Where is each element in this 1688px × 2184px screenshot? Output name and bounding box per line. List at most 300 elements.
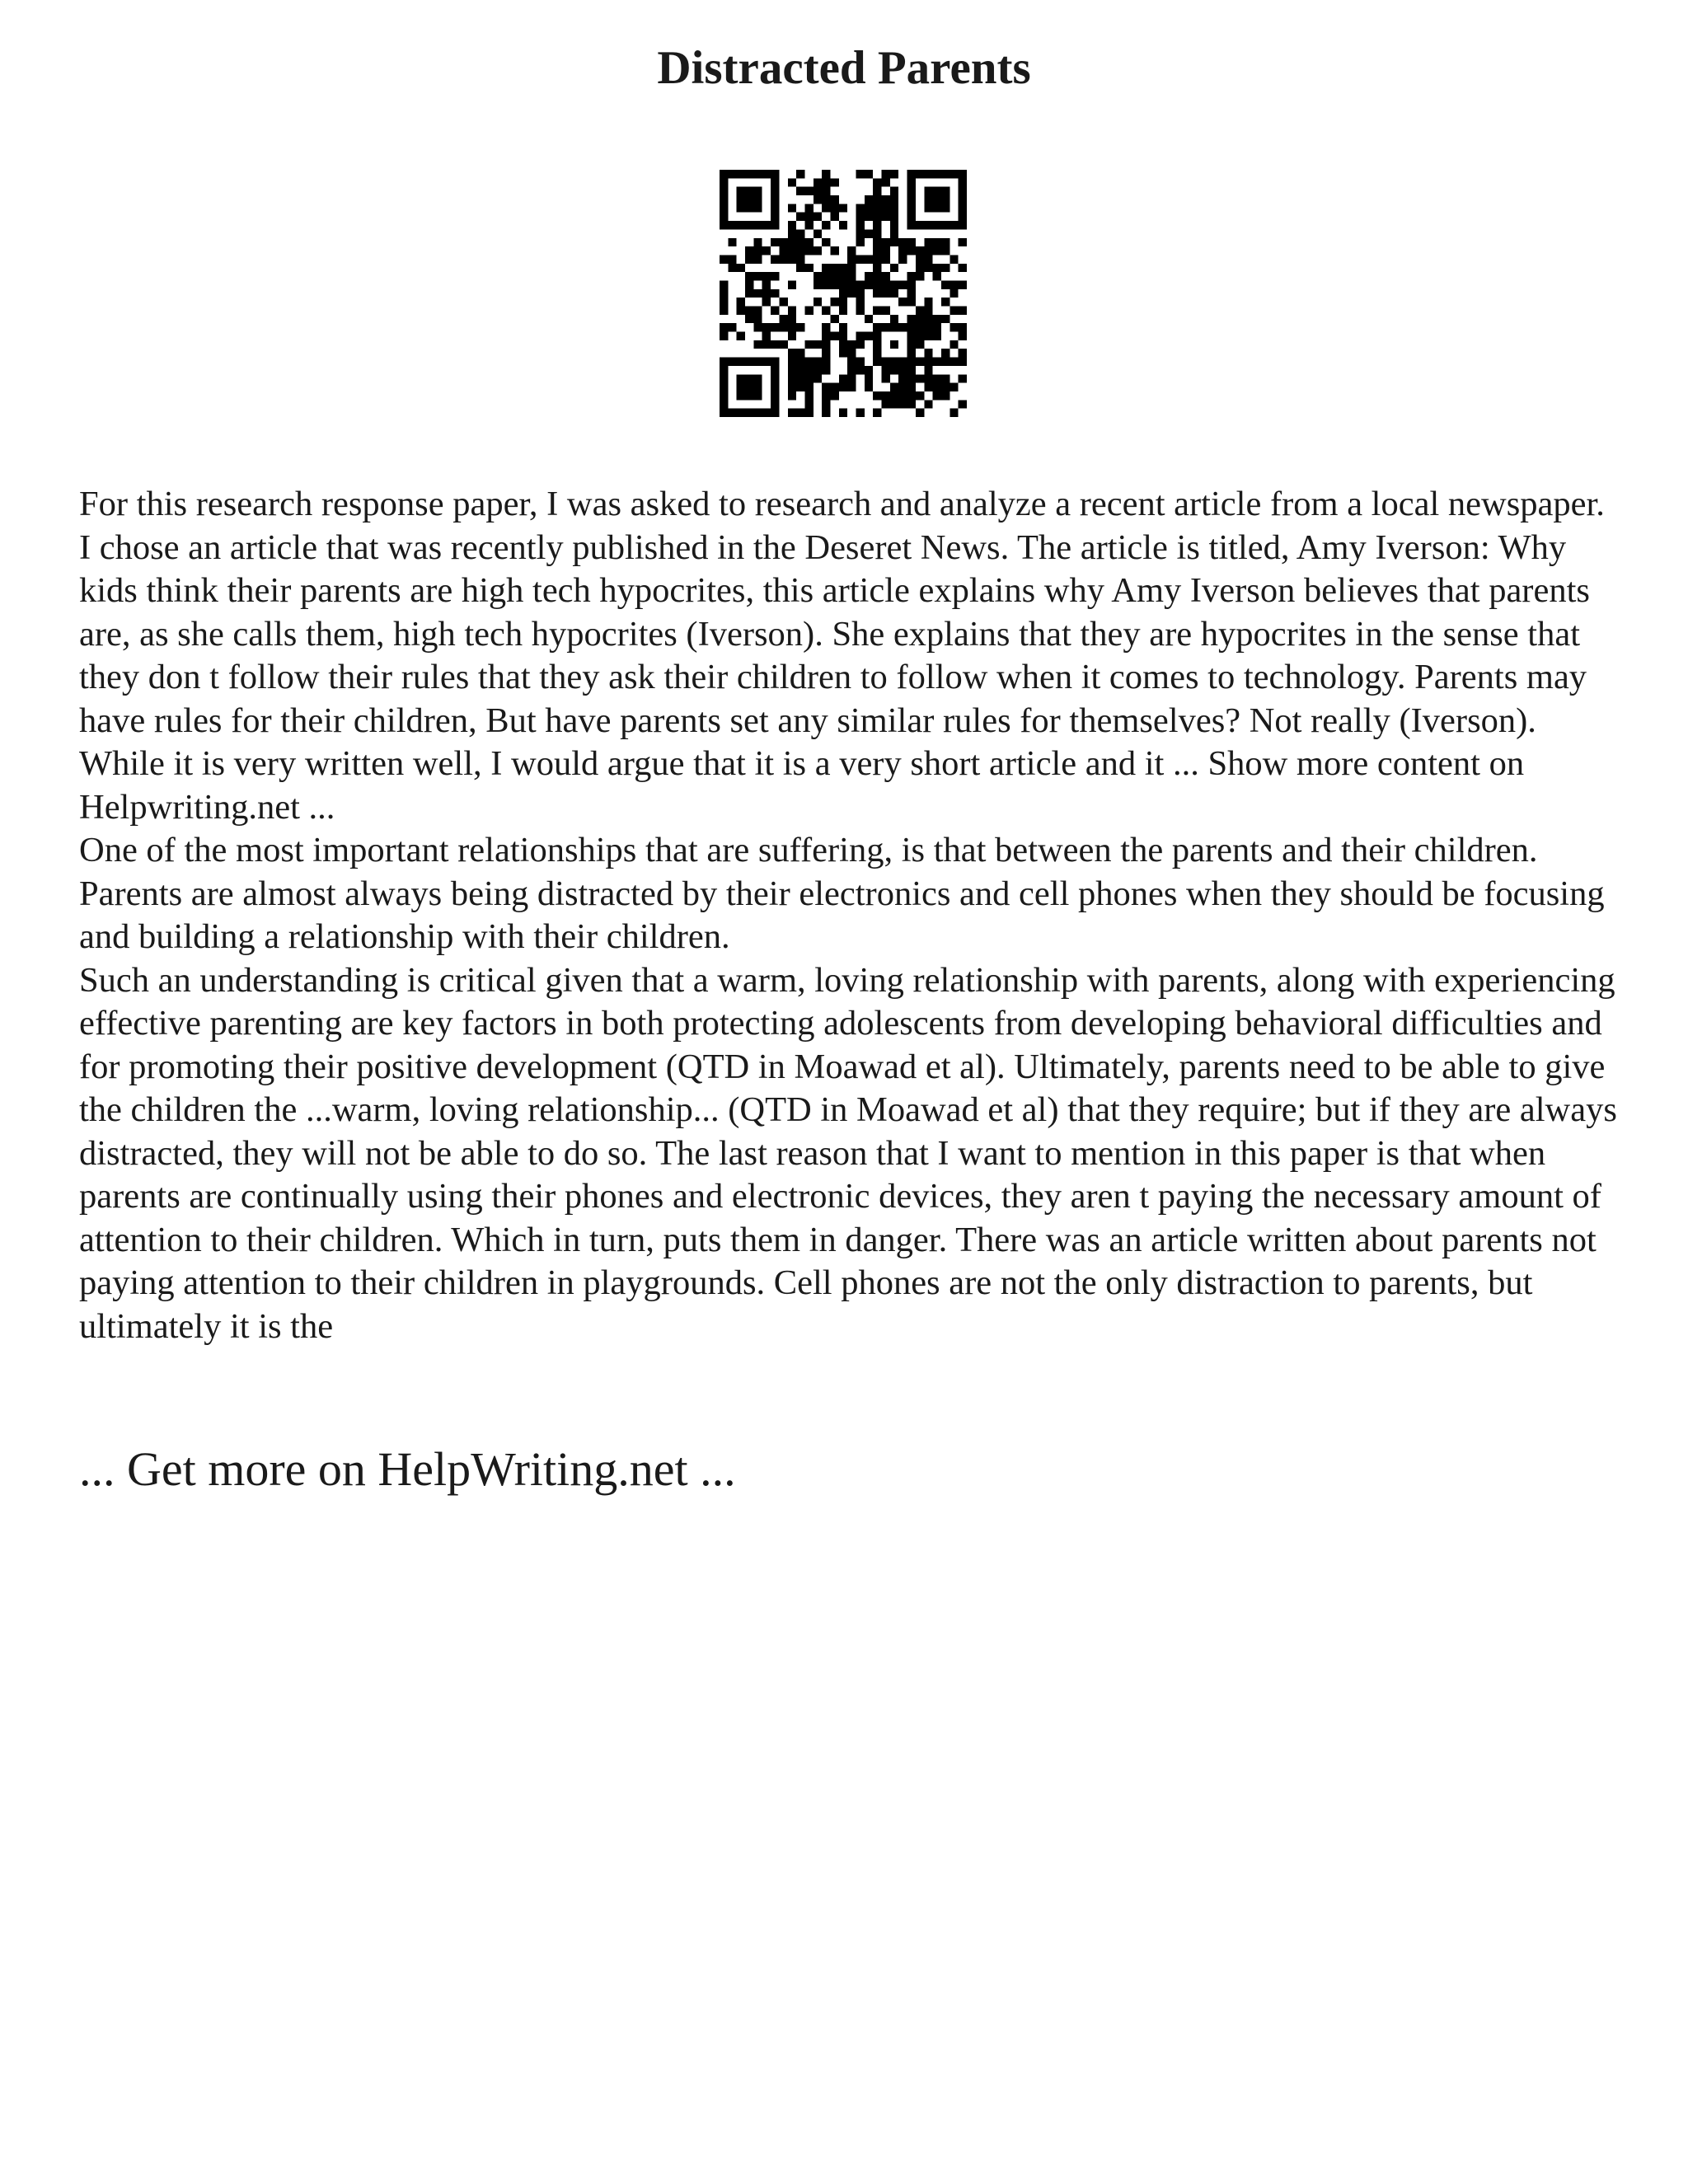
qr-module (839, 204, 847, 212)
qr-module (814, 366, 822, 374)
qr-module (822, 366, 830, 374)
qr-module (771, 221, 779, 229)
qr-module (830, 264, 838, 272)
qr-module (924, 238, 932, 246)
qr-module (788, 178, 796, 186)
qr-module (856, 366, 865, 374)
qr-module (907, 332, 916, 340)
qr-module (753, 221, 762, 229)
qr-module (822, 170, 830, 178)
qr-module (814, 229, 822, 237)
qr-module (822, 409, 830, 417)
qr-module (873, 221, 881, 229)
qr-module (788, 315, 796, 323)
qr-module (847, 289, 856, 298)
qr-module (745, 187, 753, 195)
qr-module (898, 255, 907, 263)
qr-module (865, 332, 873, 340)
qr-module (924, 246, 932, 255)
qr-module (882, 358, 890, 366)
qr-module (804, 187, 813, 195)
qr-module (882, 280, 890, 288)
qr-module (898, 358, 907, 366)
qr-module (873, 307, 881, 315)
qr-module (856, 332, 865, 340)
paragraph: Such an understanding is critical given that a warm, loving relationship with parents, along with experiencing effective parenting are key factors in both protecting adolescents from developing behavioral difficulties and for promoting their positive development (QTD in Moawad et al). Ultimately, parents need to be able to give the children the ...warm, loving relationship... (QTD in Moawad et al) that they require; but if they are always distracted, they will not be able to do so. The last reason that I want to mention in this paper is that when parents are continually using their phones and electronic devices, they aren t paying the necessary amount of attention to their children. Which in turn, puts them in danger. There was an article written about parents not paying attention to their children in playgrounds. Cell phones are not the only distraction to parents, but ultimately it is the (79, 960, 1617, 1346)
qr-module (873, 246, 881, 255)
qr-module (745, 280, 753, 288)
qr-module (839, 221, 847, 229)
qr-module (737, 391, 745, 400)
qr-module (771, 358, 779, 366)
qr-module (737, 195, 745, 204)
qr-module (882, 272, 890, 280)
qr-module (933, 187, 941, 195)
qr-module (847, 340, 856, 349)
qr-module (890, 195, 898, 204)
qr-module (822, 272, 830, 280)
qr-module (788, 349, 796, 357)
qr-module (959, 213, 967, 221)
qr-module (907, 315, 916, 323)
qr-module (745, 315, 753, 323)
qr-module (788, 246, 796, 255)
qr-module (882, 391, 890, 400)
qr-module (959, 264, 967, 272)
qr-module (933, 391, 941, 400)
qr-module (728, 323, 736, 331)
qr-module (762, 409, 771, 417)
qr-module (745, 409, 753, 417)
qr-module (839, 340, 847, 349)
qr-module (720, 366, 728, 374)
qr-module (822, 400, 830, 408)
qr-module (933, 332, 941, 340)
qr-module (737, 204, 745, 212)
qr-module (788, 366, 796, 374)
qr-module (839, 374, 847, 382)
qr-module (788, 391, 796, 400)
qr-module (771, 366, 779, 374)
qr-module (771, 272, 779, 280)
qr-module (745, 170, 753, 178)
qr-module (924, 195, 932, 204)
qr-module (924, 332, 932, 340)
qr-module (796, 383, 804, 391)
qr-module (796, 323, 804, 331)
qr-module (882, 178, 890, 186)
qr-module (771, 170, 779, 178)
qr-module (762, 358, 771, 366)
qr-module (907, 195, 916, 204)
qr-module (745, 391, 753, 400)
qr-module (950, 280, 958, 288)
qr-module (745, 289, 753, 298)
qr-module (839, 289, 847, 298)
qr-module (924, 323, 932, 331)
qr-module (753, 307, 762, 315)
qr-module (762, 272, 771, 280)
qr-module (933, 374, 941, 382)
qr-module (796, 187, 804, 195)
qr-module (745, 374, 753, 382)
qr-module (916, 221, 924, 229)
qr-module (830, 383, 838, 391)
qr-module (720, 332, 728, 340)
qr-module (822, 307, 830, 315)
qr-module (804, 221, 813, 229)
qr-module (788, 307, 796, 315)
qr-module (950, 170, 958, 178)
qr-module (873, 280, 881, 288)
qr-module (762, 298, 771, 306)
qr-module (890, 204, 898, 212)
qr-module (728, 221, 736, 229)
qr-module (720, 391, 728, 400)
qr-module (882, 238, 890, 246)
qr-module (907, 349, 916, 357)
qr-module (779, 298, 787, 306)
qr-module (873, 349, 881, 357)
qr-module (745, 383, 753, 391)
qr-module (753, 187, 762, 195)
qr-module (753, 289, 762, 298)
qr-module (804, 204, 813, 212)
qr-module (771, 187, 779, 195)
qr-module (728, 170, 736, 178)
qr-module (907, 238, 916, 246)
qr-module (941, 204, 950, 212)
qr-module (959, 178, 967, 186)
qr-module (796, 238, 804, 246)
qr-module (745, 204, 753, 212)
qr-module (898, 280, 907, 288)
qr-module (882, 374, 890, 382)
qr-module (745, 255, 753, 263)
qr-module (941, 315, 950, 323)
qr-module (882, 246, 890, 255)
qr-module (737, 307, 745, 315)
qr-module (950, 323, 958, 331)
qr-module (865, 229, 873, 237)
qr-module (890, 213, 898, 221)
qr-module (814, 213, 822, 221)
qr-module (924, 255, 932, 263)
paragraph: For this research response paper, I was asked to research and analyze a recent article from a local newspaper. I chose an article that was recently published in the Deseret News. The article is titled, Amy Iverson: Why kids think their parents are high tech hypocrites, this article explains why Amy Iverson believes that parents are, as she calls them, high tech hypocrites (Iverson). She explains that they are hypocrites in the sense that they don t follow their rules that they ask their children to follow when it comes to technology. Parents may have rules for their children, But have parents set any similar rules for themselves? Not really (Iverson). (79, 485, 1605, 740)
qr-module (804, 246, 813, 255)
qr-module (779, 238, 787, 246)
qr-module (788, 409, 796, 417)
qr-module (950, 307, 958, 315)
qr-module (720, 400, 728, 408)
qr-module (839, 323, 847, 331)
qr-module (779, 315, 787, 323)
qr-module (959, 358, 967, 366)
qr-module (720, 170, 728, 178)
qr-module (753, 358, 762, 366)
qr-module (865, 383, 873, 391)
qr-module (907, 400, 916, 408)
qr-module (804, 358, 813, 366)
qr-module (788, 280, 796, 288)
qr-module (830, 298, 838, 306)
qr-module (898, 374, 907, 382)
qr-module (916, 170, 924, 178)
qr-module (814, 298, 822, 306)
qr-module (745, 221, 753, 229)
qr-module (959, 332, 967, 340)
qr-module (959, 280, 967, 288)
qr-module (933, 221, 941, 229)
qr-module (890, 229, 898, 237)
qr-module (890, 238, 898, 246)
qr-module (720, 323, 728, 331)
qr-module (873, 332, 881, 340)
qr-module (771, 400, 779, 408)
qr-module (856, 358, 865, 366)
qr-module (771, 195, 779, 204)
qr-module (822, 358, 830, 366)
qr-module (788, 383, 796, 391)
qr-module (907, 289, 916, 298)
qr-module (856, 170, 865, 178)
qr-module (839, 307, 847, 315)
qr-module (804, 366, 813, 374)
qr-module (788, 374, 796, 382)
qr-module (737, 221, 745, 229)
qr-module (924, 400, 932, 408)
qr-module (916, 374, 924, 382)
qr-module (830, 195, 838, 204)
qr-module (873, 255, 881, 263)
qr-module (737, 409, 745, 417)
qr-module (941, 246, 950, 255)
qr-module (753, 170, 762, 178)
qr-module (882, 289, 890, 298)
qr-module (822, 340, 830, 349)
qr-module (814, 374, 822, 382)
qr-module (847, 280, 856, 288)
qr-module (814, 358, 822, 366)
qr-module (941, 298, 950, 306)
qr-module (865, 195, 873, 204)
qr-module (720, 178, 728, 186)
qr-module (873, 229, 881, 237)
qr-module (822, 204, 830, 212)
qr-module (762, 170, 771, 178)
qr-module (907, 366, 916, 374)
qr-module (753, 272, 762, 280)
qr-module (916, 246, 924, 255)
qr-module (796, 246, 804, 255)
qr-module (796, 264, 804, 272)
qr-module (788, 229, 796, 237)
qr-module (907, 374, 916, 382)
qr-module (916, 409, 924, 417)
qr-module (796, 213, 804, 221)
qr-module (890, 315, 898, 323)
qr-module (830, 332, 838, 340)
qr-module (959, 307, 967, 315)
paragraph: One of the most important relationships that are suffering, is that between the parents and their children. Parents are almost always being distracted by their electronics and cell phones when they should be focusing and building a relationship with their children. (79, 831, 1605, 956)
qr-module (890, 366, 898, 374)
qr-module (916, 358, 924, 366)
qr-module (728, 238, 736, 246)
qr-module (847, 255, 856, 263)
qr-module (771, 307, 779, 315)
qr-module (924, 349, 932, 357)
qr-module (762, 340, 771, 349)
qr-module (814, 178, 822, 186)
qr-module (822, 280, 830, 288)
qr-module (753, 391, 762, 400)
qr-module (745, 307, 753, 315)
qr-module (941, 238, 950, 246)
qr-module (941, 349, 950, 357)
qr-module (941, 170, 950, 178)
qr-module (950, 255, 958, 263)
qr-module (890, 264, 898, 272)
qr-module (796, 358, 804, 366)
qr-module (907, 340, 916, 349)
qr-module (804, 213, 813, 221)
qr-module (839, 272, 847, 280)
qr-module (830, 204, 838, 212)
qr-module (753, 238, 762, 246)
qr-module (720, 298, 728, 306)
qr-module (890, 323, 898, 331)
qr-module (950, 383, 958, 391)
qr-module (814, 195, 822, 204)
qr-module (865, 255, 873, 263)
qr-module (847, 358, 856, 366)
qr-module (771, 178, 779, 186)
qr-module (941, 374, 950, 382)
qr-module (916, 391, 924, 400)
qr-module (830, 178, 838, 186)
qr-module (941, 391, 950, 400)
qr-module (959, 349, 967, 357)
qr-module (907, 246, 916, 255)
qr-module (907, 383, 916, 391)
qr-module (804, 374, 813, 382)
qr-module (856, 221, 865, 229)
qr-module (814, 187, 822, 195)
qr-module (737, 298, 745, 306)
qr-module (753, 255, 762, 263)
qr-module (933, 195, 941, 204)
qr-module (873, 204, 881, 212)
qr-module (933, 204, 941, 212)
qr-module (720, 280, 728, 288)
qr-module (728, 255, 736, 263)
qr-module (873, 323, 881, 331)
qr-module (814, 272, 822, 280)
qr-module (720, 307, 728, 315)
qr-module (822, 178, 830, 186)
qr-module (788, 204, 796, 212)
qr-module (907, 280, 916, 288)
qr-module (890, 383, 898, 391)
qr-module (873, 264, 881, 272)
qr-module (890, 221, 898, 229)
qr-module (847, 264, 856, 272)
qr-module (950, 289, 958, 298)
qr-module (856, 307, 865, 315)
qr-module (865, 374, 873, 382)
qr-module (788, 221, 796, 229)
qr-module (839, 332, 847, 340)
qr-module (916, 255, 924, 263)
qr-module (796, 255, 804, 263)
qr-module (898, 298, 907, 306)
qr-module (856, 289, 865, 298)
qr-module (762, 221, 771, 229)
qr-module (753, 383, 762, 391)
qr-module (890, 400, 898, 408)
qr-module (830, 246, 838, 255)
qr-module (907, 213, 916, 221)
qr-module (720, 409, 728, 417)
qr-module (924, 264, 932, 272)
qr-module (771, 374, 779, 382)
qr-module (856, 213, 865, 221)
qr-module (890, 280, 898, 288)
qr-module (796, 366, 804, 374)
qr-module (847, 272, 856, 280)
qr-module (771, 213, 779, 221)
qr-module (959, 195, 967, 204)
qr-module (720, 358, 728, 366)
qr-module (924, 221, 932, 229)
qr-module (720, 187, 728, 195)
qr-module (796, 374, 804, 382)
qr-module (924, 366, 932, 374)
qr-module (950, 340, 958, 349)
qr-module (890, 187, 898, 195)
qr-module (959, 374, 967, 382)
qr-module (771, 323, 779, 331)
qr-module (771, 391, 779, 400)
qr-module (890, 170, 898, 178)
qr-module (753, 409, 762, 417)
qr-module (882, 255, 890, 263)
qr-module (737, 332, 745, 340)
qr-module (898, 400, 907, 408)
qr-module (941, 187, 950, 195)
qr-module (830, 272, 838, 280)
qr-module (796, 349, 804, 357)
qr-module (839, 383, 847, 391)
qr-module (737, 374, 745, 382)
qr-module (933, 272, 941, 280)
qr-module (950, 221, 958, 229)
qr-module (959, 238, 967, 246)
qr-module (753, 246, 762, 255)
qr-module (822, 349, 830, 357)
qr-module (865, 280, 873, 288)
qr-module (839, 298, 847, 306)
qr-module (941, 221, 950, 229)
qr-module (882, 213, 890, 221)
qr-module (779, 246, 787, 255)
qr-module (882, 170, 890, 178)
qr-module (737, 358, 745, 366)
qr-module (728, 264, 736, 272)
qr-module (745, 246, 753, 255)
get-more-link[interactable]: ... Get more on HelpWriting.net ... (79, 1442, 736, 1496)
qr-module (898, 323, 907, 331)
